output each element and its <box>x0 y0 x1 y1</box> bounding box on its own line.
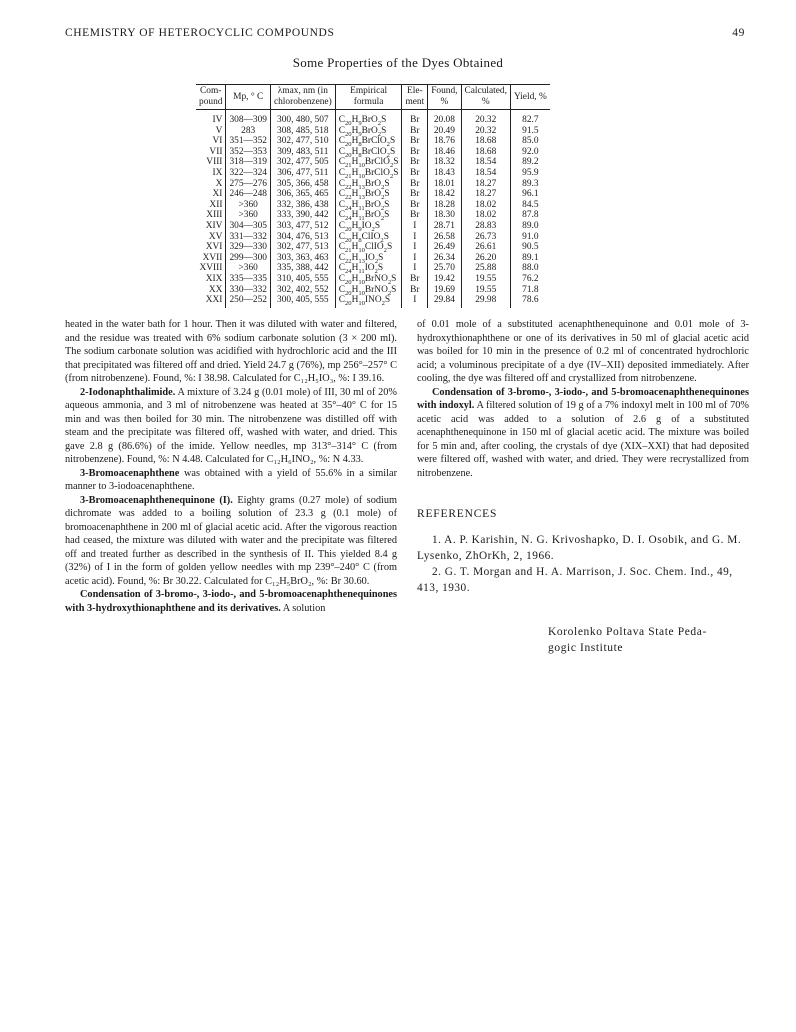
cell-yield: 89.3 <box>510 179 549 190</box>
cell-yield: 84.5 <box>510 200 549 211</box>
cell-lambda-max: 302, 477, 505 <box>270 157 335 168</box>
cell-element: Br <box>402 210 428 221</box>
header-calculated: Calculated, % <box>461 85 510 110</box>
table-row <box>196 285 550 296</box>
section-title: Condensation of 3-bromo-, 3-iodo-, and 5-bromoacenaphthenequinones with indoxyl. <box>417 386 749 411</box>
header-compound: Com- pound <box>196 85 226 110</box>
cell-found: 18.28 <box>428 200 461 211</box>
cell-lambda-max: 335, 388, 442 <box>270 263 335 274</box>
cell-mp: 330—332 <box>226 285 271 296</box>
cell-mp: 331—332 <box>226 232 271 243</box>
cell-yield: 92.0 <box>510 147 549 158</box>
cell-formula: $C_{20}H_8ClIO_2S$ <box>335 232 402 243</box>
section-title: 3-Bromoacenaphthene <box>80 467 180 479</box>
cell-yield: 85.0 <box>510 136 549 147</box>
dye-properties-table <box>196 84 550 308</box>
cell-formula: $C_{20}H_8BrClO_2S$ <box>335 136 402 147</box>
cell-yield: 71.8 <box>510 285 549 296</box>
right-text-column <box>417 318 749 480</box>
left-text-column <box>65 318 397 615</box>
table-row <box>196 242 550 253</box>
cell-compound: XVIII <box>199 263 223 274</box>
cell-calculated: 19.55 <box>461 285 510 296</box>
cell-lambda-max: 310, 405, 555 <box>270 274 335 285</box>
cell-compound: XVI <box>205 242 223 253</box>
cell-mp: 308—309 <box>226 110 271 126</box>
paragraph: 2-Iodonaphthalimide. A mixture of 3.24 g (0.01 mole) of III, 30 ml of 20% aqueous ammonia, and 3 ml of nitrobenzene was heated at 35°–40° C for 15 min and was then boiled for 30 min. The nitrobenzene was distilled off with steam and the precipitate was filtered off, washed with water, and dried. This gave 2.8 g (86.6%) of the imide. Yellow needles, mp 313°–314° C (from nitrobenzene). Found, %: N 4.48. Calculated for C₁₂H₆INO₂, %: N 4.33. <box>65 386 397 465</box>
cell-calculated: 18.02 <box>461 200 510 211</box>
table-row <box>196 189 550 200</box>
cell-calculated: 26.61 <box>461 242 510 253</box>
cell-formula: $C_{20}H_9BrO_2S$ <box>335 110 402 126</box>
cell-element: Br <box>402 189 428 200</box>
cell-mp: >360 <box>226 263 271 274</box>
section-title: 2-Iodonaphthalimide. <box>80 386 176 398</box>
cell-yield: 76.2 <box>510 274 549 285</box>
table-row <box>196 179 550 190</box>
paragraph: Condensation of 3-bromo-, 3-iodo-, and 5-bromoacenaphthenequinones with indoxyl. A filtered solution of 19 g of a 7% indoxyl melt in 100 ml of 70% acetic acid was added to a solution of 2.6 g of a substituted acenaphthenequinone in 150 ml of glacial acetic acid. The mixture was boiled for 5 min and, after cooling, the crystals of dye (XIX–XXI) that had deposited were filtered off, washed with water, and dried. They were recrystallized from nitrobenzene. <box>417 386 749 479</box>
cell-lambda-max: 309, 483, 511 <box>270 147 335 158</box>
cell-calculated: 18.68 <box>461 136 510 147</box>
table-row <box>196 221 550 232</box>
cell-formula: $C_{20}H_9IO_2S$ <box>335 221 402 232</box>
cell-found: 26.58 <box>428 232 461 243</box>
cell-found: 20.08 <box>428 110 461 126</box>
cell-mp: 318—319 <box>226 157 271 168</box>
cell-found: 18.42 <box>428 189 461 200</box>
cell-calculated: 20.32 <box>461 110 510 126</box>
cell-calculated: 26.73 <box>461 232 510 243</box>
cell-element: Br <box>402 110 428 126</box>
reference-item: 2. G. T. Morgan and H. A. Marrison, J. Soc. Chem. Ind., 49, 413, 1930. <box>417 566 733 594</box>
cell-mp: 322—324 <box>226 168 271 179</box>
cell-mp: >360 <box>226 200 271 211</box>
table-row <box>196 110 550 126</box>
cell-element: Br <box>402 179 428 190</box>
table-row <box>196 157 550 168</box>
cell-mp: 283 <box>226 126 271 137</box>
cell-compound: XX <box>208 284 223 295</box>
cell-found: 25.70 <box>428 263 461 274</box>
cell-mp: 275—276 <box>226 179 271 190</box>
cell-found: 28.71 <box>428 221 461 232</box>
cell-yield: 87.8 <box>510 210 549 221</box>
cell-mp: 335—335 <box>226 274 271 285</box>
page-number: 49 <box>732 27 745 39</box>
paragraph: heated in the water bath for 1 hour. Then it was diluted with water and filtered, and the residue was treated with 6% sodium carbonate solution (3 × 200 ml). The sodium carbonate solution was acidified with hydrochloric acid and the III that precipitated was filtered off and dried. Yield 24.7 g (76%), mp 256°–257° C (from nitrobenzene). Found, %: I 38.98. Calculated for C₁₂H₅IO₃, %: I 39.16. <box>65 319 397 384</box>
cell-element: Br <box>402 274 428 285</box>
cell-yield: 82.7 <box>510 110 549 126</box>
cell-found: 26.49 <box>428 242 461 253</box>
cell-mp: 329—330 <box>226 242 271 253</box>
cell-found: 18.43 <box>428 168 461 179</box>
paragraph: 3-Bromoacenaphthenequinone (I). Eighty grams (0.27 mole) of sodium dichromate was added to a boiling solution of 23.3 g (0.1 mole) of bromoacenaphthene in 200 ml of glacial acetic acid. After the vigorous reaction had ceased, the mixture was diluted with water and the precipitate was filtered off and treated further as described in the synthesis of II. This yielded 8.4 g (32%) of I in the form of golden yellow needles with mp 239°–240° C (from acetic acid). Found, %: Br 30.22. Calculated for C₁₂H₅BrO₂, %: Br 30.60. <box>65 494 398 587</box>
affiliation: Korolenko Poltava State Peda- gogic Institute <box>548 626 707 654</box>
cell-mp: 351—352 <box>226 136 271 147</box>
header-element: Ele- ment <box>402 85 428 110</box>
cell-lambda-max: 302, 477, 513 <box>270 242 335 253</box>
cell-found: 19.42 <box>428 274 461 285</box>
cell-yield: 78.6 <box>510 295 549 308</box>
journal-title: CHEMISTRY OF HETEROCYCLIC COMPOUNDS <box>65 27 335 39</box>
cell-element: Br <box>402 136 428 147</box>
cell-mp: 299—300 <box>226 253 271 264</box>
cell-lambda-max: 302, 402, 552 <box>270 285 335 296</box>
cell-mp: 352—353 <box>226 147 271 158</box>
cell-calculated: 18.54 <box>461 168 510 179</box>
table-row <box>196 126 550 137</box>
table-row <box>196 253 550 264</box>
cell-found: 20.49 <box>428 126 461 137</box>
section-title: 3-Bromoacenaphthenequinone (I). <box>80 494 233 506</box>
cell-found: 18.30 <box>428 210 461 221</box>
cell-found: 29.84 <box>428 295 461 308</box>
section-title: Condensation of 3-bromo-, 3-iodo-, and 5-bromoacenaphthenequinones with 3-hydroxythionaphthene and its derivatives. <box>65 589 397 614</box>
paragraph: 3-Bromoacenaphthene was obtained with a yield of 55.6% in a similar manner to 3-iodoacenaphthene. <box>65 467 397 492</box>
cell-lambda-max: 302, 477, 510 <box>270 136 335 147</box>
cell-lambda-max: 304, 476, 513 <box>270 232 335 243</box>
cell-compound: XI <box>212 189 223 200</box>
cell-compound: XIII <box>206 210 223 221</box>
cell-calculated: 25.88 <box>461 263 510 274</box>
cell-formula: $C_{24}H_{11}IO_2S$ <box>335 263 402 274</box>
cell-formula: $C_{22}H_{13}BrO_2S$ <box>335 179 402 190</box>
cell-element: I <box>402 295 428 308</box>
cell-formula: $C_{22}H_{13}BrO_2S$ <box>335 189 402 200</box>
cell-lambda-max: 308, 485, 518 <box>270 126 335 137</box>
cell-compound: VI <box>212 136 223 147</box>
cell-calculated: 18.02 <box>461 210 510 221</box>
cell-element: Br <box>402 285 428 296</box>
cell-compound: V <box>215 125 223 136</box>
table-row <box>196 263 550 274</box>
cell-formula: $C_{24}H_{11}BrO_2S$ <box>335 210 402 221</box>
cell-lambda-max: 306, 365, 465 <box>270 189 335 200</box>
cell-element: I <box>402 253 428 264</box>
cell-yield: 91.5 <box>510 126 549 137</box>
cell-formula: $C_{21}H_{10}BrClO_2S$ <box>335 168 402 179</box>
cell-yield: 91.0 <box>510 232 549 243</box>
cell-calculated: 20.32 <box>461 126 510 137</box>
cell-lambda-max: 303, 477, 512 <box>270 221 335 232</box>
cell-calculated: 19.55 <box>461 274 510 285</box>
table-row <box>196 295 550 308</box>
cell-yield: 89.1 <box>510 253 549 264</box>
cell-compound: XII <box>209 199 223 210</box>
cell-compound: XIV <box>205 220 223 231</box>
header-mp: Mp, ° C <box>226 85 271 110</box>
table-title: Some Properties of the Dyes Obtained <box>292 55 504 70</box>
cell-element: I <box>402 221 428 232</box>
cell-calculated: 18.27 <box>461 179 510 190</box>
cell-calculated: 18.68 <box>461 147 510 158</box>
cell-lambda-max: 306, 477, 511 <box>270 168 335 179</box>
header-formula: Empirical formula <box>335 85 402 110</box>
cell-lambda-max: 303, 363, 463 <box>270 253 335 264</box>
reference-item: 1. A. P. Karishin, N. G. Krivoshapko, D. I. Osobik, and G. M. Lysenko, ZhOrKh, 2, 1966. <box>417 534 742 562</box>
cell-compound: X <box>215 178 223 189</box>
cell-compound: IX <box>212 167 223 178</box>
cell-formula: $C_{20}H_{10}BrNO_2S$ <box>335 285 402 296</box>
cell-found: 18.46 <box>428 147 461 158</box>
table-row <box>196 200 550 211</box>
cell-mp: 246—248 <box>226 189 271 200</box>
cell-yield: 96.1 <box>510 189 549 200</box>
cell-formula: $C_{20}H_8BrClO_2S$ <box>335 147 402 158</box>
cell-compound: IV <box>212 115 223 125</box>
table-row <box>196 274 550 285</box>
cell-element: I <box>402 263 428 274</box>
cell-element: I <box>402 242 428 253</box>
cell-element: Br <box>402 157 428 168</box>
table-header-row <box>196 85 550 110</box>
cell-formula: $C_{21}H_{10}ClIO_2S$ <box>335 242 402 253</box>
running-head <box>65 27 745 45</box>
cell-formula: $C_{20}H_{10}INO_2S$ <box>335 295 402 308</box>
cell-found: 19.69 <box>428 285 461 296</box>
header-found: Found, % <box>428 85 461 110</box>
cell-yield: 90.5 <box>510 242 549 253</box>
cell-calculated: 18.54 <box>461 157 510 168</box>
cell-mp: 250—252 <box>226 295 271 308</box>
cell-formula: $C_{24}H_{11}BrO_2S$ <box>335 200 402 211</box>
cell-yield: 95.9 <box>510 168 549 179</box>
cell-element: I <box>402 232 428 243</box>
cell-found: 26.34 <box>428 253 461 264</box>
cell-element: Br <box>402 200 428 211</box>
cell-yield: 89.2 <box>510 157 549 168</box>
cell-compound: VIII <box>206 157 223 168</box>
paragraph: Condensation of 3-bromo-, 3-iodo-, and 5-bromoacenaphthenequinones with 3-hydroxythionaphthene and its derivatives. A solution <box>65 589 397 614</box>
cell-lambda-max: 333, 390, 442 <box>270 210 335 221</box>
cell-lambda-max: 300, 405, 555 <box>270 295 335 308</box>
cell-found: 18.01 <box>428 179 461 190</box>
cell-lambda-max: 305, 366, 458 <box>270 179 335 190</box>
cell-calculated: 29.98 <box>461 295 510 308</box>
table-row <box>196 136 550 147</box>
cell-mp: 304—305 <box>226 221 271 232</box>
cell-formula: $C_{20}H_{10}BrNO_2S$ <box>335 274 402 285</box>
cell-element: Br <box>402 126 428 137</box>
cell-calculated: 26.20 <box>461 253 510 264</box>
header-yield: Yield, % <box>510 85 549 110</box>
cell-found: 18.76 <box>428 136 461 147</box>
cell-formula: $C_{22}H_{13}IO_2S$ <box>335 253 402 264</box>
cell-compound: XV <box>208 231 223 242</box>
cell-calculated: 18.27 <box>461 189 510 200</box>
table-row <box>196 232 550 243</box>
cell-compound: XIX <box>205 273 223 284</box>
cell-formula: $C_{20}H_9BrO_2S$ <box>335 126 402 137</box>
cell-lambda-max: 332, 386, 438 <box>270 200 335 211</box>
table-body <box>196 110 550 308</box>
cell-compound: XXI <box>205 295 223 306</box>
cell-yield: 88.0 <box>510 263 549 274</box>
cell-element: Br <box>402 147 428 158</box>
cell-calculated: 28.83 <box>461 221 510 232</box>
cell-mp: >360 <box>226 210 271 221</box>
references-list <box>417 532 747 596</box>
table-row <box>196 147 550 158</box>
cell-formula: $C_{21}H_{10}BrClO_2S$ <box>335 157 402 168</box>
cell-lambda-max: 300, 480, 507 <box>270 110 335 126</box>
table-row <box>196 210 550 221</box>
table-row <box>196 168 550 179</box>
cell-compound: VII <box>209 146 223 157</box>
cell-yield: 89.0 <box>510 221 549 232</box>
cell-compound: XVII <box>202 252 223 263</box>
cell-found: 18.32 <box>428 157 461 168</box>
references-heading: REFERENCES <box>417 508 498 520</box>
paragraph: of 0.01 mole of a substituted acenaphthenequinone and 0.01 mole of 3-hydroxythionaphthene or one of its derivatives in 50 ml of glacial acetic acid was boiled for 10 min in the presence of 0.2 ml of concentrated hydrochloric acid; a voluminous precipitate of a dye (IV–XII) deposited immediately. After cooling, the dye was filtered off and crystallized from nitrobenzene. <box>417 319 749 384</box>
cell-element: Br <box>402 168 428 179</box>
header-lambda-max: λmax, nm (in chlorobenzene) <box>270 85 335 110</box>
